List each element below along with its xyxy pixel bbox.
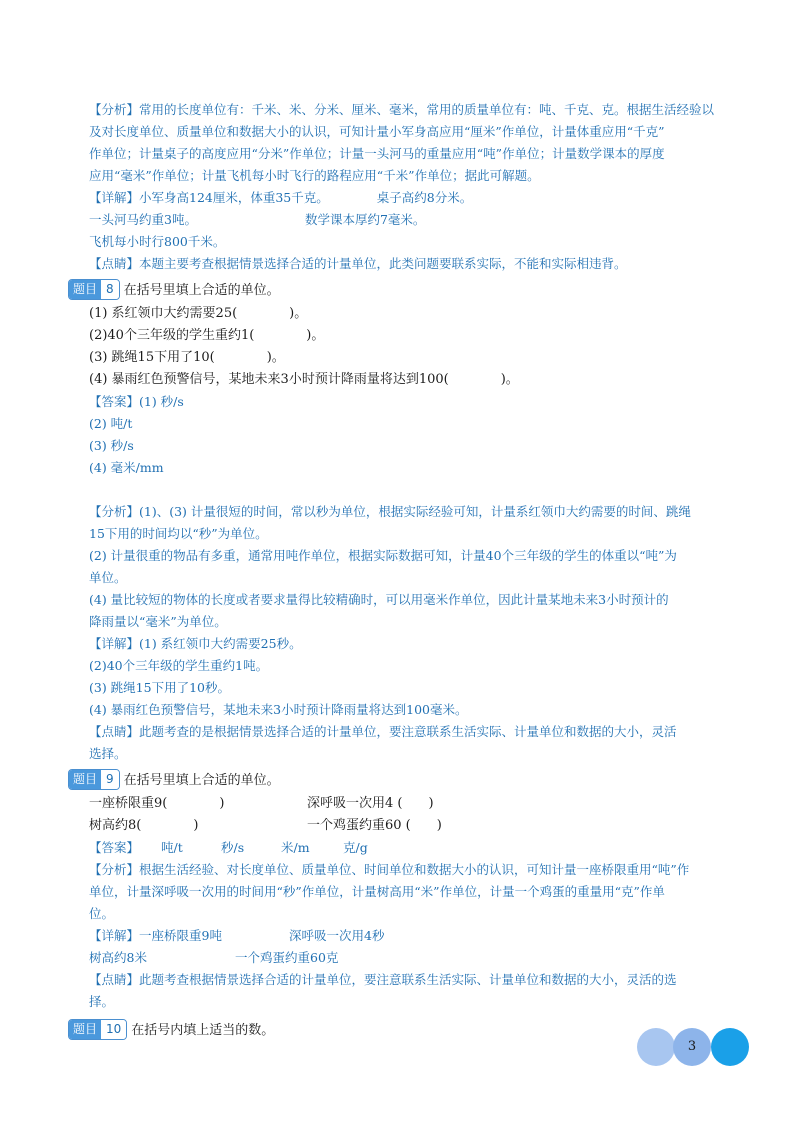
- q8-item: (2)40个三年级的学生重约1( )。: [89, 328, 325, 343]
- page-number: 3: [687, 1039, 697, 1054]
- question-number: 10: [101, 1020, 126, 1039]
- detail-prev-3: 飞机每小时行800千米。: [89, 234, 226, 249]
- q8-item: (1) 系红领巾大约需要25( )。: [89, 306, 308, 321]
- q8-analysis-line: 单位。: [89, 570, 127, 585]
- q9-detail: 树高约8米: [89, 950, 147, 965]
- q8-analysis-line: 降雨量以“毫米”为单位。: [89, 614, 227, 629]
- q8-item: (3) 跳绳15下用了10( )。: [89, 350, 285, 365]
- badge-circle: [637, 1028, 675, 1066]
- question-stem: 在括号内填上适当的数。: [131, 1023, 275, 1038]
- detail-prev-1b: 桌子高约8分米。: [376, 190, 473, 205]
- comment-prev: 【点睛】本题主要考查根据情景选择合适的计量单位，此类问题要联系实际，不能和实际相违背。: [89, 256, 627, 271]
- q8-answer: (3) 秒/s: [89, 438, 134, 453]
- q8-analysis-line: 【分析】(1)、(3) 计量很短的时间，常以秒为单位，根据实际经验可知，计量系红领巾大约需要的时间、跳绳: [89, 504, 691, 519]
- question-label: 题目: [69, 770, 101, 789]
- question-9-header: [68, 769, 719, 793]
- q9-detail: 一个鸡蛋约重60克: [235, 950, 339, 965]
- q9-detail: 【详解】一座桥限重9吨: [89, 928, 222, 943]
- badge-circle: [711, 1028, 749, 1066]
- detail-prev-2a: 一头河马约重3吨。: [89, 212, 197, 227]
- q8-answer: (2) 吨/t: [89, 416, 133, 431]
- q9-comment-line: 择。: [89, 994, 115, 1009]
- q9-item: 深呼吸一次用4 ( ): [307, 796, 434, 811]
- q8-answer: 【答案】(1) 秒/s: [89, 394, 184, 409]
- question-stem: 在括号里填上合适的单位。: [123, 283, 280, 298]
- q9-comment-line: 【点睛】此题考查根据情景选择合适的计量单位，要注意联系生活实际、计量单位和数据的大小，灵活的选: [89, 972, 677, 987]
- analysis-prev: [89, 99, 719, 187]
- q9-analysis-line: 单位，计量深呼吸一次用的时间用“秒”作单位，计量树高用“米”作单位，计量一个鸡蛋的重量用“克”作单: [89, 884, 665, 899]
- q8-detail-line: 【详解】(1) 系红领巾大约需要25秒。: [89, 636, 302, 651]
- q9-item: 一个鸡蛋约重60 ( ): [307, 818, 442, 833]
- detail-prev-2b: 数学课本厚约7毫米。: [304, 212, 426, 227]
- q8-analysis-line: (4) 量比较短的物体的长度或者要求量得比较精确时，可以用毫米作单位，因此计量某地未来3小时预计的: [89, 592, 669, 607]
- question-tag: [68, 769, 120, 790]
- q9-detail: 深呼吸一次用4秒: [289, 928, 385, 943]
- q9-item: 一座桥限重9( ): [89, 796, 225, 811]
- detail-prev: [89, 187, 719, 253]
- detail-prev-1a: 【详解】小军身高124厘米，体重35千克。: [89, 190, 329, 205]
- q8-detail-line: (4) 暴雨红色预警信号，某地未来3小时预计降雨量将达到100毫米。: [89, 702, 468, 717]
- analysis-prev-line: 及对长度单位、质量单位和数据大小的认识，可知计量小军身高应用“厘米”作单位，计量体重应用“千克”: [89, 124, 665, 139]
- q8-analysis-line: 15下用的时间均以“秒”为单位。: [89, 526, 268, 541]
- q8-item: (4) 暴雨红色预警信号，某地未来3小时预计降雨量将达到100( )。: [89, 372, 519, 387]
- q8-analysis-line: (2) 计量很重的物品有多重，通常用吨作单位，根据实际数据可知，计量40个三年级的学生的体重以“吨”为: [89, 548, 677, 563]
- q8-comment-line: 选择。: [89, 746, 127, 761]
- question-label: 题目: [69, 1020, 101, 1039]
- q8-comment-line: 【点睛】此题考查的是根据情景选择合适的计量单位，要注意联系生活实际、计量单位和数据的大小，灵活: [89, 724, 677, 739]
- q8-detail-line: (2)40个三年级的学生重约1吨。: [89, 658, 269, 673]
- q9-analysis-line: 位。: [89, 906, 115, 921]
- q8-detail-line: (3) 跳绳15下用了10秒。: [89, 680, 230, 695]
- question-number: 8: [101, 280, 119, 299]
- q9-answer: 米/m: [281, 840, 310, 855]
- q9-analysis-line: 【分析】根据生活经验、对长度单位、质量单位、时间单位和数据大小的认识，可知计量一座桥限重用“吨”作: [89, 862, 690, 877]
- question-label: 题目: [69, 280, 101, 299]
- page-content: [73, 99, 719, 1043]
- q9-answer: 秒/s: [221, 840, 245, 855]
- question-10-header: [68, 1019, 719, 1043]
- analysis-prev-line: 【分析】常用的长度单位有：千米、米、分米、厘米、毫米，常用的质量单位有：吨、千克、克。根据生活经验以: [89, 102, 715, 117]
- page-number-badge: [637, 1028, 749, 1066]
- analysis-prev-line: 应用“毫米”作单位；计量飞机每小时飞行的路程应用“千米”作单位；据此可解题。: [89, 168, 540, 183]
- question-number: 9: [101, 770, 119, 789]
- question-tag: [68, 279, 120, 300]
- analysis-prev-line: 作单位；计量桌子的高度应用“分米”作单位；计量一头河马的重量应用“吨”作单位；计量数学课本的厚度: [89, 146, 665, 161]
- q9-answer: 吨/t: [161, 840, 183, 855]
- q9-item: 树高约8( ): [89, 818, 199, 833]
- q8-answer: (4) 毫米/mm: [89, 460, 164, 475]
- question-stem: 在括号里填上合适的单位。: [123, 773, 280, 788]
- question-tag: [68, 1019, 127, 1040]
- q9-answer: 克/g: [343, 840, 368, 855]
- q9-answer-label: 【答案】: [89, 840, 140, 855]
- question-8-header: [68, 279, 719, 303]
